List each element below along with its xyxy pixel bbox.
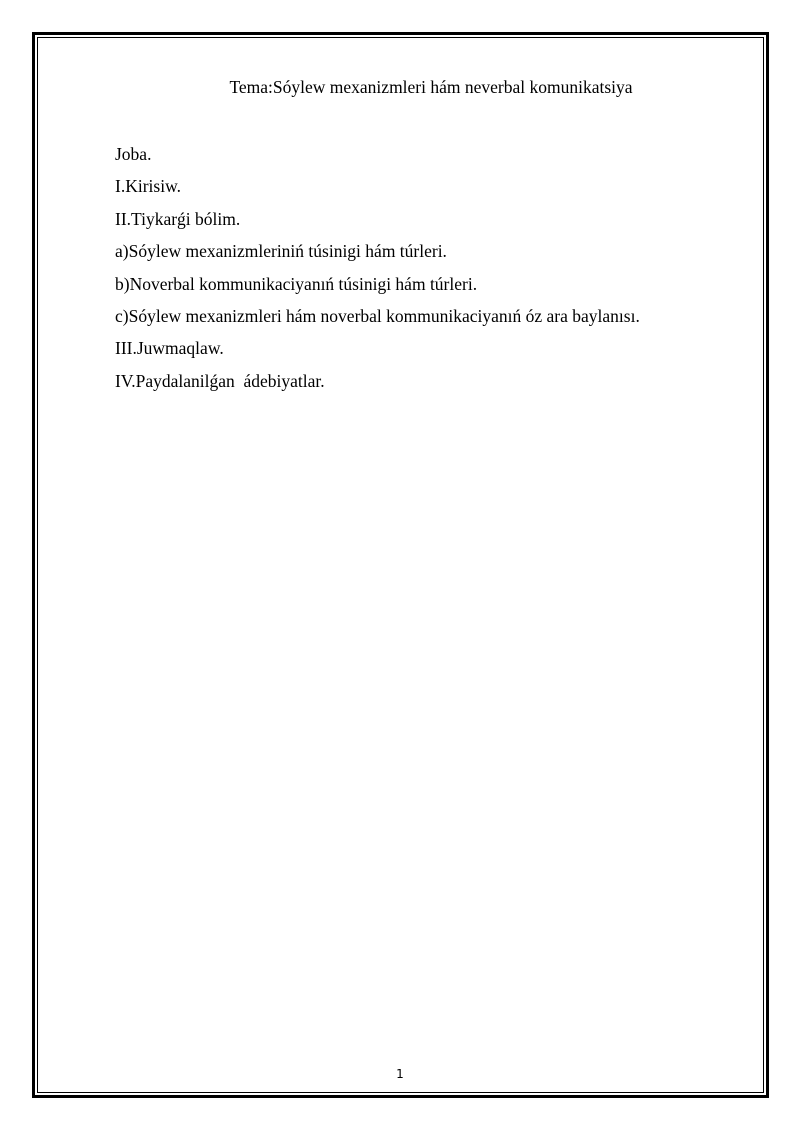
plan-item-introduction: I.Kirisiw. (115, 176, 181, 197)
plan-item-conclusion: III.Juwmaqlaw. (115, 338, 224, 359)
plan-item-main-part: II.Tiykarǵi bólim. (115, 208, 241, 229)
plan-item-section-a: a)Sóylew mexanizmleriniń túsinigi hám túrleri. (115, 241, 447, 262)
plan-heading: Joba. (115, 144, 152, 164)
plan-list (115, 143, 640, 402)
page-number: 1 (396, 1067, 404, 1081)
plan-item-section-b: b)Noverbal kommunikaciyanıń túsinigi hám túrleri. (115, 273, 478, 294)
plan-item-section-c: c)Sóylew mexanizmleri hám noverbal kommunikaciyanıń óz ara baylanısı. (115, 305, 640, 326)
document-title: Tema:Sóylew mexanizmleri hám neverbal komunikatsiya (229, 77, 633, 97)
plan-item-references: IV.Paydalanilǵan ádebiyatlar. (115, 370, 325, 391)
